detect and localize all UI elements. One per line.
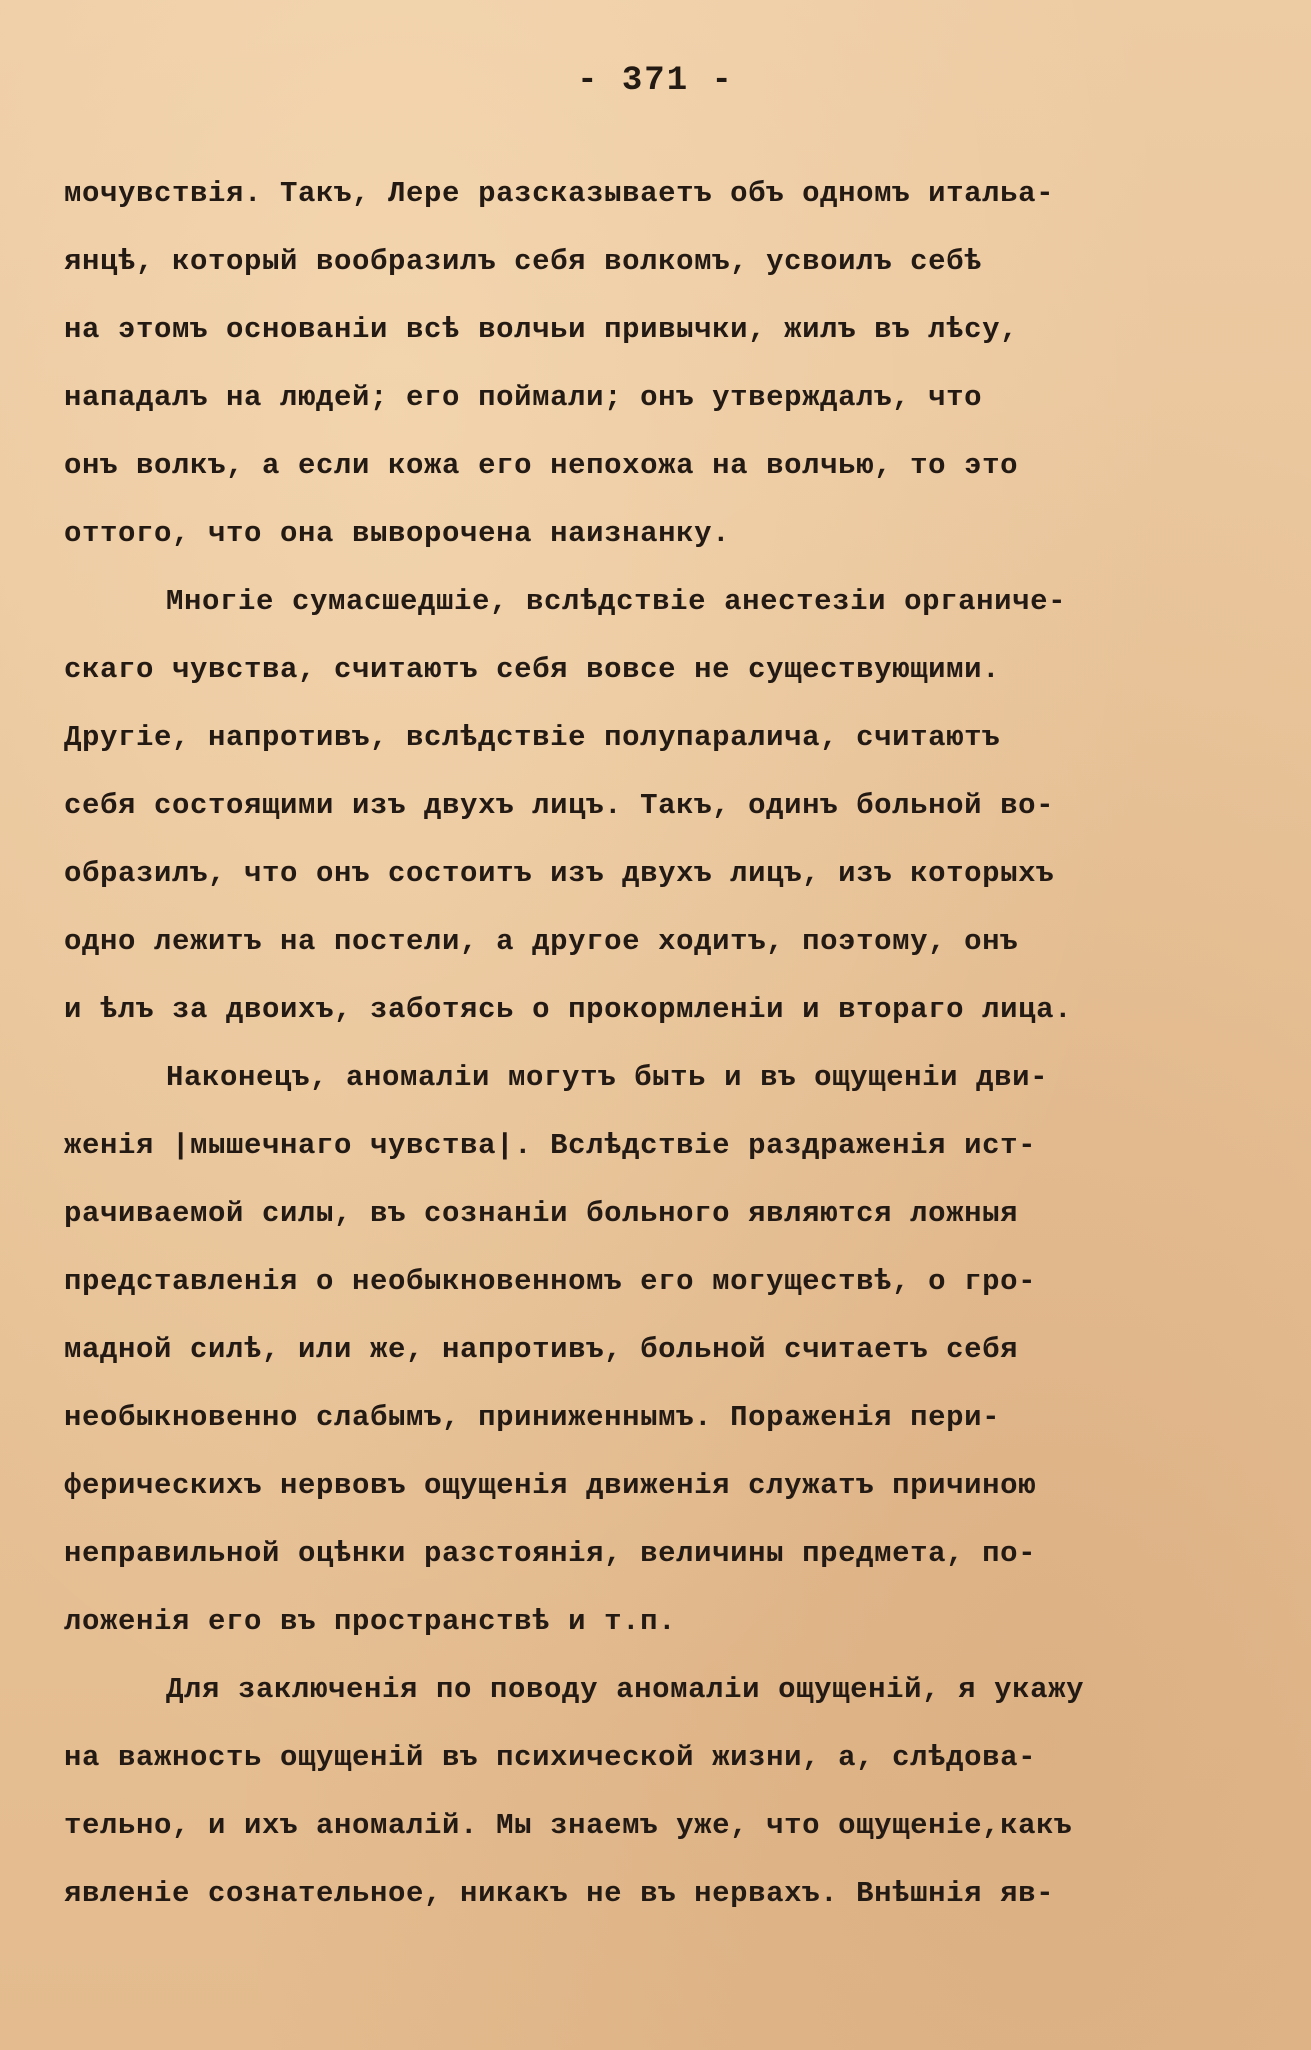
text-line: необыкновенно слабымъ, приниженнымъ. Пораженія пери- — [64, 1401, 1001, 1434]
text-line: неправильной оцѣнки разстоянія, величины предмета, по- — [64, 1537, 1037, 1570]
paragraph-start-line: Наконецъ, аномаліи могутъ быть и въ ощущеніи дви- — [166, 1061, 1049, 1094]
text-line: ферическихъ нервовъ ощущенія движенія служатъ причиною — [64, 1469, 1037, 1502]
text-line: на важность ощущеній въ психической жизни, а, слѣдова- — [64, 1741, 1037, 1774]
text-line: и ѣлъ за двоихъ, заботясь о прокормленіи и втораго лица. — [64, 993, 1073, 1026]
text-line: онъ волкъ, а если кожа его непохожа на волчью, то это — [64, 449, 1019, 482]
paragraph-start-line: Для заключенія по поводу аномаліи ощущеній, я укажу — [166, 1673, 1085, 1706]
text-line: на этомъ основаніи всѣ волчьи привычки, жилъ въ лѣсу, — [64, 313, 1019, 346]
text-line: оттого, что она выворочена наизнанку. — [64, 517, 731, 550]
body-text — [64, 160, 1244, 1928]
text-line: Другіе, напротивъ, вслѣдствіе полупаралича, считаютъ — [64, 721, 1001, 754]
text-line: образилъ, что онъ состоитъ изъ двухъ лицъ, изъ которыхъ — [64, 857, 1055, 890]
text-line: мадной силѣ, или же, напротивъ, больной считаетъ себя — [64, 1333, 1019, 1366]
text-line: мочувствія. Такъ, Лере разсказываетъ объ одномъ итальа- — [64, 177, 1055, 210]
text-line: янцѣ, который вообразилъ себя волкомъ, усвоилъ себѣ — [64, 245, 983, 278]
paragraph-start-line: Многіе сумасшедшіе, вслѣдствіе анестезіи органиче- — [166, 585, 1067, 618]
text-line: скаго чувства, считаютъ себя вовсе не существующими. — [64, 653, 1001, 686]
text-line: тельно, и ихъ аномалій. Мы знаемъ уже, что ощущеніе,какъ — [64, 1809, 1073, 1842]
text-line: себя состоящими изъ двухъ лицъ. Такъ, одинъ больной во- — [64, 789, 1055, 822]
text-line: явленіе сознательное, никакъ не въ нервахъ. Внѣшнія яв- — [64, 1877, 1055, 1910]
text-line: ложенія его въ пространствѣ и т.п. — [64, 1605, 677, 1638]
text-line: нападалъ на людей; его поймали; онъ утверждалъ, что — [64, 381, 983, 414]
page-number: - 371 - — [577, 62, 734, 100]
text-line: одно лежитъ на постели, а другое ходитъ, поэтому, онъ — [64, 925, 1019, 958]
text-line: рачиваемой силы, въ сознаніи больного являются ложныя — [64, 1197, 1019, 1230]
text-line: представленія о необыкновенномъ его могуществѣ, о гро- — [64, 1265, 1037, 1298]
text-line: женія |мышечнаго чувства|. Вслѣдствіе раздраженія ист- — [64, 1129, 1037, 1162]
